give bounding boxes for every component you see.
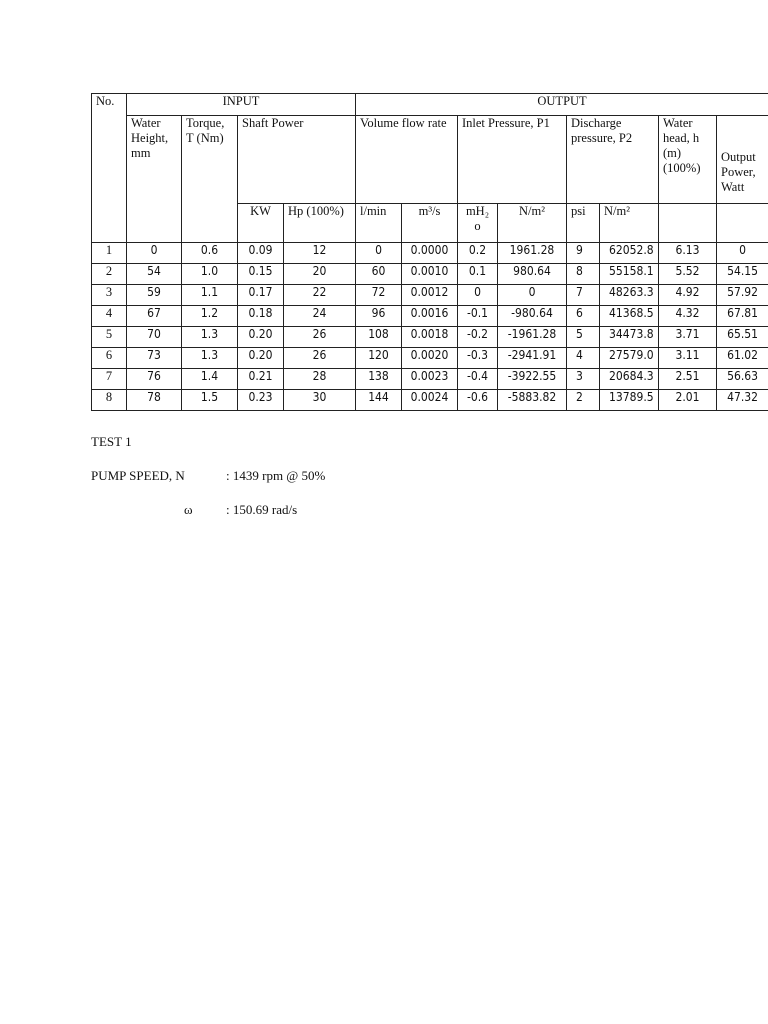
row-number-cell: 8 — [92, 390, 127, 411]
table-row — [92, 285, 768, 306]
table-cell: 144 — [356, 390, 402, 411]
table-cell: 2 — [567, 390, 600, 411]
table-cell: 55158.1 — [600, 264, 659, 285]
table-cell: -0.2 — [458, 327, 498, 348]
header-unit-nm2-inlet: N/m² — [498, 204, 567, 243]
table-cell: 0.6 — [182, 243, 238, 264]
table-cell: 0.1 — [458, 264, 498, 285]
header-torque: Torque, T (Nm) — [182, 116, 238, 243]
table-cell: 13789.5 — [600, 390, 659, 411]
row-number-cell: 3 — [92, 285, 127, 306]
omega-label: ω — [184, 502, 193, 517]
pump-test-table — [91, 93, 768, 411]
table-cell: 0.0024 — [402, 390, 458, 411]
table-cell: 108 — [356, 327, 402, 348]
table-cell: 0.0010 — [402, 264, 458, 285]
table-row — [92, 327, 768, 348]
header-inlet-pressure: Inlet Pressure, P1 — [458, 116, 567, 204]
omega-value: : 150.69 rad/s — [226, 502, 298, 517]
table-cell: 1.1 — [182, 285, 238, 306]
header-output: OUTPUT — [356, 94, 768, 116]
header-volume-flow: Volume flow rate — [356, 116, 458, 204]
table-cell: -980.64 — [498, 306, 567, 327]
table-cell: 41368.5 — [600, 306, 659, 327]
table-cell: 20684.3 — [600, 369, 659, 390]
table-cell: 0.0012 — [402, 285, 458, 306]
table-cell: 48263.3 — [600, 285, 659, 306]
table-cell: 30 — [284, 390, 356, 411]
table-cell: 4.92 — [659, 285, 717, 306]
table-cell: 54 — [127, 264, 182, 285]
table-cell: 4 — [567, 348, 600, 369]
table-cell: 0.09 — [238, 243, 284, 264]
table-cell: 4.32 — [659, 306, 717, 327]
table-row — [92, 390, 768, 411]
table-cell: 1.0 — [182, 264, 238, 285]
table-cell: 6.13 — [659, 243, 717, 264]
header-unit-nm2-discharge: N/m² — [600, 204, 659, 243]
table-cell: 96 — [356, 306, 402, 327]
table-cell: 1.4 — [182, 369, 238, 390]
header-unit-empty-2 — [717, 204, 768, 243]
table-cell: 47.32 — [717, 390, 768, 411]
header-no: No. — [92, 94, 127, 243]
table-cell: 0 — [356, 243, 402, 264]
table-cell: 9 — [567, 243, 600, 264]
table-cell: 8 — [567, 264, 600, 285]
table-cell: 1.3 — [182, 327, 238, 348]
table-cell: 5.52 — [659, 264, 717, 285]
table-cell: 6 — [567, 306, 600, 327]
table-cell: -2941.91 — [498, 348, 567, 369]
table-cell: 62052.8 — [600, 243, 659, 264]
table-cell: 20 — [284, 264, 356, 285]
table-cell: 70 — [127, 327, 182, 348]
table-cell: -0.3 — [458, 348, 498, 369]
table-cell: 2.01 — [659, 390, 717, 411]
table-cell: 0.20 — [238, 327, 284, 348]
header-unit-empty-1 — [659, 204, 717, 243]
table-cell: 0.0018 — [402, 327, 458, 348]
table-cell: 0.0023 — [402, 369, 458, 390]
table-cell: 1.2 — [182, 306, 238, 327]
table-cell: 27579.0 — [600, 348, 659, 369]
table-cell: 3 — [567, 369, 600, 390]
table-cell: 0.0020 — [402, 348, 458, 369]
header-water-head: Water head, h (m) (100%) — [659, 116, 717, 204]
table-cell: 1.3 — [182, 348, 238, 369]
header-row-groups — [92, 94, 768, 116]
header-unit-m3s: m³/s — [402, 204, 458, 243]
header-discharge-pressure: Discharge pressure, P2 — [567, 116, 659, 204]
table-cell: 7 — [567, 285, 600, 306]
table-cell: 67 — [127, 306, 182, 327]
table-cell: 72 — [356, 285, 402, 306]
table-cell: 2.51 — [659, 369, 717, 390]
table-cell: 5 — [567, 327, 600, 348]
table-row — [92, 306, 768, 327]
header-unit-psi: psi — [567, 204, 600, 243]
table-cell: 0.18 — [238, 306, 284, 327]
table-row — [92, 243, 768, 264]
table-row — [92, 348, 768, 369]
table-cell: 0 — [717, 243, 768, 264]
table-cell: -5883.82 — [498, 390, 567, 411]
table-cell: 0.21 — [238, 369, 284, 390]
table-body — [92, 243, 768, 411]
table-cell: 980.64 — [498, 264, 567, 285]
table-cell: 78 — [127, 390, 182, 411]
table-row — [92, 369, 768, 390]
table-row — [92, 264, 768, 285]
header-input: INPUT — [127, 94, 356, 116]
header-unit-lmin: l/min — [356, 204, 402, 243]
header-output-power: Output Power, Watt — [717, 116, 768, 204]
table-cell: 24 — [284, 306, 356, 327]
table-cell: 54.15 — [717, 264, 768, 285]
table-cell: -0.1 — [458, 306, 498, 327]
table-cell: -1961.28 — [498, 327, 567, 348]
table-cell: 138 — [356, 369, 402, 390]
table-cell: 1961.28 — [498, 243, 567, 264]
header-water-height: Water Height, mm — [127, 116, 182, 243]
table-cell: 26 — [284, 327, 356, 348]
pump-speed-label: PUMP SPEED, N — [91, 468, 185, 483]
table-cell: 0 — [498, 285, 567, 306]
row-number-cell: 6 — [92, 348, 127, 369]
row-number-cell: 5 — [92, 327, 127, 348]
row-number-cell: 1 — [92, 243, 127, 264]
table-cell: 0.15 — [238, 264, 284, 285]
table-cell: 0.17 — [238, 285, 284, 306]
table-cell: 12 — [284, 243, 356, 264]
table-cell: 120 — [356, 348, 402, 369]
table-cell: 22 — [284, 285, 356, 306]
table-cell: 59 — [127, 285, 182, 306]
table-cell: 61.02 — [717, 348, 768, 369]
table-cell: 60 — [356, 264, 402, 285]
header-unit-kw: KW — [238, 204, 284, 243]
table-cell: 0.2 — [458, 243, 498, 264]
table-cell: 0.20 — [238, 348, 284, 369]
test-label: TEST 1 — [91, 434, 132, 449]
row-number-cell: 2 — [92, 264, 127, 285]
table-cell: -3922.55 — [498, 369, 567, 390]
table-cell: 0.23 — [238, 390, 284, 411]
table-cell: 26 — [284, 348, 356, 369]
table-cell: 76 — [127, 369, 182, 390]
pump-speed-value: : 1439 rpm @ 50% — [226, 468, 326, 483]
row-number-cell: 7 — [92, 369, 127, 390]
table-cell: -0.4 — [458, 369, 498, 390]
row-number-cell: 4 — [92, 306, 127, 327]
table-cell: 56.63 — [717, 369, 768, 390]
table-cell: 28 — [284, 369, 356, 390]
table-cell: -0.6 — [458, 390, 498, 411]
table-cell: 73 — [127, 348, 182, 369]
table-cell: 0.0016 — [402, 306, 458, 327]
table-cell: 3.71 — [659, 327, 717, 348]
header-row-fields — [92, 116, 768, 204]
table-cell: 1.5 — [182, 390, 238, 411]
header-unit-mh2o: mH₂ o — [458, 204, 498, 243]
table-cell: 0.0000 — [402, 243, 458, 264]
header-unit-hp: Hp (100%) — [284, 204, 356, 243]
table-cell: 34473.8 — [600, 327, 659, 348]
table-cell: 67.81 — [717, 306, 768, 327]
table-cell: 65.51 — [717, 327, 768, 348]
table-cell: 3.11 — [659, 348, 717, 369]
table-cell: 57.92 — [717, 285, 768, 306]
header-shaft-power: Shaft Power — [238, 116, 356, 204]
table-cell: 0 — [127, 243, 182, 264]
table-cell: 0 — [458, 285, 498, 306]
